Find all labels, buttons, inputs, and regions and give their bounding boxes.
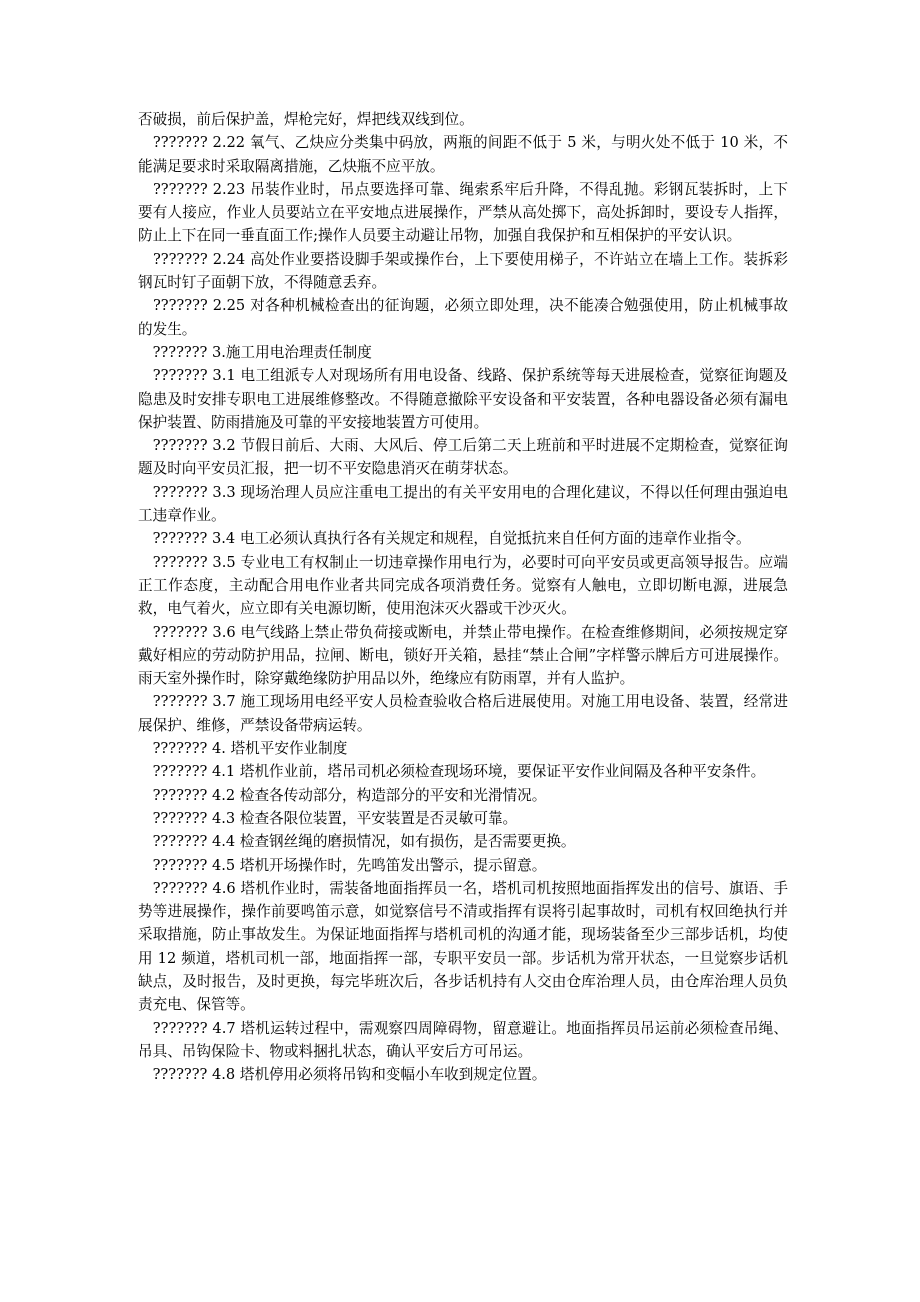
paragraph-2-25: ??????? 2.25 对各种机械检查出的征询题，必须立即处理，决不能凑合勉强使用，防止机械事故的发生。 [138, 297, 788, 338]
paragraph-4-7: ??????? 4.7 塔机运转过程中，需观察四周障碍物，留意避让。地面指挥员吊运前必须检查吊绳、吊具、吊钩保险卡、物或料捆扎状态，确认平安后方可吊运。 [138, 1019, 788, 1060]
paragraph-4-6: ??????? 4.6 塔机作业时，需装备地面指挥员一名，塔机司机按照地面指挥发出的信号、旗语、手势等进展操作，操作前要鸣笛示意，如觉察信号不清或指挥有误将引起事故时，司机有权回绝执行并采取措施，防止事故发生。为保证地面指挥与塔机司机的沟通才能，现场装备至少三部步话机，均使用 12 频道，塔机司机一部，地面指挥一部，专职平安员一部。步话机为常开状态，一旦觉察步话机缺点，及时报告，及时更换，每完毕班次后，各步话机持有人交由仓库治理人员，由仓库治理人员负责充电、保管等。 [138, 879, 788, 1014]
paragraph-2-24: ??????? 2.24 高处作业要搭设脚手架或操作台，上下要使用梯子，不许站立在墙上工作。装拆彩钢瓦时钉子面朝下放，不得随意丢弃。 [138, 250, 788, 292]
paragraph-3-2: ??????? 3.2 节假日前后、大雨、大风后、停工后第二天上班前和平时进展不定期检查，觉察征询题及时向平安员汇报，把一切不平安隐患消灭在萌芽状态。 [138, 437, 788, 478]
paragraph-3-7: ??????? 3.7 施工现场用电经平安人员检查验收合格后进展使用。对施工用电设备、装置，经常进展保护、维修，严禁设备带病运转。 [138, 693, 788, 734]
paragraph-4-5: ??????? 4.5 塔机开场操作时，先鸣笛发出警示，提示留意。 [138, 856, 547, 874]
paragraph-welding-end: 否破损，前后保护盖，焊枪完好，焊把线双线到位。 [138, 111, 474, 128]
paragraph-4-2: ??????? 4.2 检查各传动部分，构造部分的平安和光滑情况。 [138, 786, 547, 804]
paragraph-3-5: ??????? 3.5 专业电工有权制止一切违章操作用电行为，必要时可向平安员或更高领导报告。应端正工作态度，主动配合用电作业者共同完成各项消费任务。觉察有人触电，立即切断电源，进展急救，电气着火，应立即有关电源切断，使用泡沫灭火器或干沙灭火。 [138, 553, 788, 618]
section-heading-4: ??????? 4. 塔机平安作业制度 [138, 740, 348, 758]
section-heading-3: ??????? 3.施工用电治理责任制度 [138, 343, 372, 361]
paragraph-2-23: ??????? 2.23 吊装作业时，吊点要选择可靠、绳索系牢后升降，不得乱抛。彩钢瓦装拆时，上下要有人接应，作业人员要站立在平安地点进展操作，严禁从高处掷下，高处拆卸时，要设专人指挥，防止上下在同一垂直面工作;操作人员要主动避让吊物，加强自我保护和互相保护的平安认识。 [138, 180, 788, 245]
paragraph-4-4: ??????? 4.4 检查钢丝绳的磨损情况，如有损伤，是否需要更换。 [138, 833, 576, 851]
paragraph-2-22: ??????? 2.22 氧气、乙炔应分类集中码放，两瓶的间距不低于 5 米，与明火处不低于 10 米，不能满足要求时采取隔离措施，乙炔瓶不应平放。 [138, 134, 788, 175]
paragraph-4-1: ??????? 4.1 塔机作业前，塔吊司机必须检查现场环境，要保证平安作业间隔及各种平安条件。 [138, 763, 766, 781]
paragraph-3-4: ??????? 3.4 电工必须认真执行各有关规定和规程，自觉抵抗来自任何方面的违章作业指令。 [138, 530, 751, 548]
paragraph-3-1: ??????? 3.1 电工组派专人对现场所有用电设备、线路、保护系统等每天进展检查，觉察征询题及隐患及时安排专职电工进展维修整改。不得随意撤除平安设备和平安装置，各种电器设备必须有漏电保护装置、防雨措施及可靠的平安接地装置方可使用。 [138, 367, 788, 431]
paragraph-3-3: ??????? 3.3 现场治理人员应注重电工提出的有关平安用电的合理化建议，不得以任何理由强迫电工违章作业。 [138, 483, 788, 525]
paragraph-4-8: ??????? 4.8 塔机停用必须将吊钩和变幅小车收到规定位置。 [138, 1066, 547, 1084]
paragraph-3-6: ??????? 3.6 电气线路上禁止带负荷接或断电，并禁止带电操作。在检查维修期间，必须按规定穿戴好相应的劳动防护用品，拉闸、断电，锁好开关箱，悬挂“禁止合闸”字样警示牌后方可进展操作。雨天室外操作时，除穿戴绝缘防护用品以外，绝缘应有防雨罩，并有人监护。 [138, 623, 788, 688]
paragraph-4-3: ??????? 4.3 检查各限位装置，平安装置是否灵敏可靠。 [138, 809, 518, 827]
document-body [138, 108, 788, 1086]
